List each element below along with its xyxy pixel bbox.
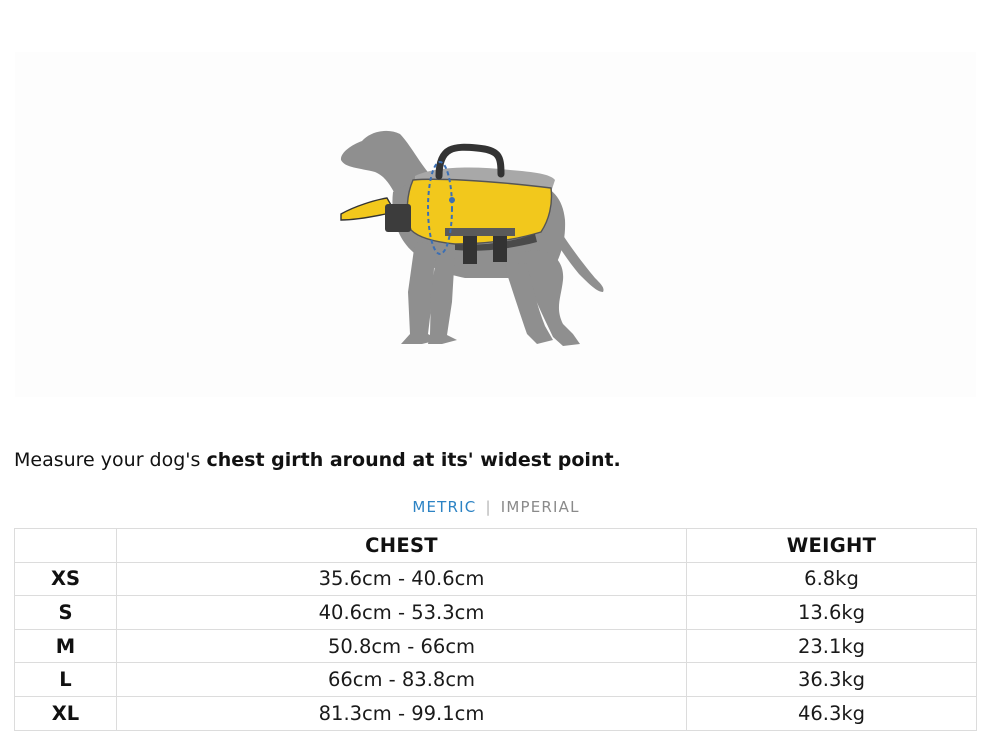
metric-option[interactable]: METRIC bbox=[412, 498, 477, 516]
size-cell: L bbox=[15, 663, 117, 697]
unit-toggle bbox=[0, 497, 992, 517]
chest-cell: 40.6cm - 53.3cm bbox=[117, 596, 687, 630]
imperial-option[interactable]: IMPERIAL bbox=[500, 498, 580, 516]
size-column-header bbox=[15, 529, 117, 563]
weight-cell: 23.1kg bbox=[687, 629, 977, 663]
table-row bbox=[15, 696, 977, 730]
weight-cell: 36.3kg bbox=[687, 663, 977, 697]
table-header-row bbox=[15, 529, 977, 563]
chest-cell: 66cm - 83.8cm bbox=[117, 663, 687, 697]
dog-measurement-illustration bbox=[15, 52, 976, 397]
table-row bbox=[15, 596, 977, 630]
chest-cell: 35.6cm - 40.6cm bbox=[117, 562, 687, 596]
chest-cell: 50.8cm - 66cm bbox=[117, 629, 687, 663]
weight-cell: 46.3kg bbox=[687, 696, 977, 730]
chest-cell: 81.3cm - 99.1cm bbox=[117, 696, 687, 730]
table-row bbox=[15, 562, 977, 596]
chest-column-header: CHEST bbox=[117, 529, 687, 563]
table-row bbox=[15, 629, 977, 663]
instructions-emphasis: chest girth around at its' widest point. bbox=[206, 449, 621, 471]
dog-silhouette-image bbox=[15, 52, 976, 397]
measurement-instructions bbox=[14, 448, 621, 472]
weight-column-header: WEIGHT bbox=[687, 529, 977, 563]
size-chart-table bbox=[14, 528, 977, 731]
size-cell: S bbox=[15, 596, 117, 630]
table-row bbox=[15, 663, 977, 697]
instructions-prefix: Measure your dog's bbox=[14, 449, 207, 471]
unit-separator: | bbox=[485, 498, 492, 516]
weight-cell: 6.8kg bbox=[687, 562, 977, 596]
weight-cell: 13.6kg bbox=[687, 596, 977, 630]
size-cell: M bbox=[15, 629, 117, 663]
size-cell: XS bbox=[15, 562, 117, 596]
size-cell: XL bbox=[15, 696, 117, 730]
